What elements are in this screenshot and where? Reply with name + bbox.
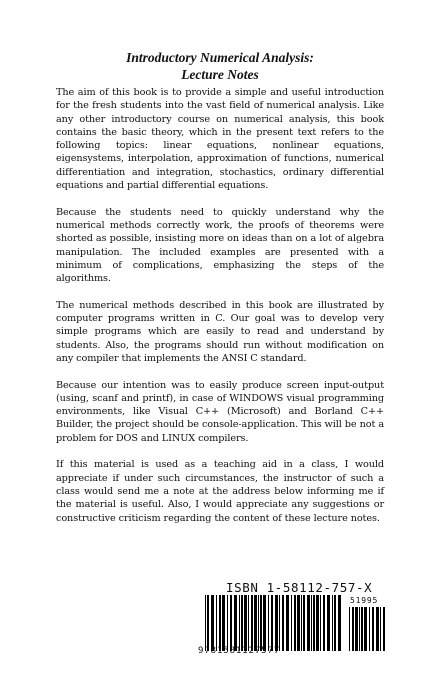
book-title [0, 49, 440, 83]
barcode-bar [260, 595, 262, 651]
paragraph-feedback: If this material is used as a teaching aid in a class, I would appreciate if under such circumstances, the instructor of such a class would send me a note at the address below informing me if the material is useful. Also, I would appreciate any suggestions or constructive criticism regarding the content of these lecture notes. [56, 459, 384, 524]
barcode-bar [294, 595, 296, 651]
barcode-bar [275, 595, 278, 651]
barcode-bar [248, 595, 249, 651]
barcode-bar [211, 595, 214, 651]
barcode-bar [258, 595, 259, 651]
barcode-bar [320, 595, 321, 651]
barcode-bar [327, 595, 330, 651]
price-code-label: 51995 [350, 596, 379, 605]
barcode-bar [234, 595, 237, 651]
barcode-bar [271, 595, 273, 651]
barcode-bar [244, 595, 247, 651]
barcode-bar [307, 595, 310, 651]
barcode-bar [352, 607, 354, 651]
barcode-bar [291, 595, 292, 651]
paragraph-proofs: Because the students need to quickly understand why the numerical methods correctly work, the proofs of theorems were shorted as possible, insisting more on ideas than on a lot of algebra manipulation. The included examples are presented with a minimum of complications, emphasizing the steps of the algorithms. [56, 206, 384, 285]
barcode-bar [376, 607, 379, 651]
ean13-bars [204, 595, 342, 651]
barcode-bar [282, 595, 284, 651]
barcode-bar [301, 595, 302, 651]
paragraph-console: Because our intention was to easily produce screen input-output (using, scanf and printf), in case of WINDOWS visual programming environments, like Visual C++ (Microsoft) and Borland C++ Builder, the project should be console-application. This will be not a problem for DOS and LINUX compilers. [56, 379, 384, 444]
barcode-bar [380, 607, 381, 651]
barcode-bar [263, 595, 266, 651]
blurb-text [56, 86, 384, 538]
barcode-bar [219, 595, 221, 651]
barcode-bar [332, 595, 333, 651]
barcode-bar [268, 595, 269, 651]
paragraph-programs: The numerical methods described in this book are illustrated by computer programs written in C. Our goal was to develop very simple programs which are easily to read and understand by students. Also, the programs should run without modification on any compiler that implements the ANSI C standard. [56, 299, 384, 364]
barcode-bar [222, 595, 225, 651]
barcode-bar [241, 595, 243, 651]
barcode-bar [313, 595, 315, 651]
barcode-bar [338, 595, 341, 651]
barcode-bar [216, 595, 217, 651]
barcode-bar [372, 607, 374, 651]
barcode-bar [369, 607, 370, 651]
barcode-bar [251, 595, 253, 651]
barcode-bar [383, 607, 385, 651]
barcode-bar [279, 595, 280, 651]
barcode-bar [303, 595, 305, 651]
isbn-label: ISBN 1-58112-757-X [226, 580, 373, 595]
book-title-line-1: Introductory Numerical Analysis: [126, 50, 314, 65]
barcode-bar [316, 595, 319, 651]
isbn-barcode [198, 580, 390, 657]
barcode-bar [239, 595, 240, 651]
barcode-bar [359, 607, 360, 651]
barcode-bar [334, 595, 336, 651]
paragraph-aim: The aim of this book is to provide a simple and useful introduction for the fresh students into the vast field of numerical analysis. Like any other introductory course on numerical analysis, this book contains the basic theory, which in the present text refers to the following topics: linear equations, nonlinear equations, eigensystems, interpolation, approximation of functions, numerical differentiation and integration, stochastics, ordinary differential equations and partial differential equations. [56, 87, 384, 192]
barcode-bar [207, 595, 209, 651]
barcode-bar [286, 595, 289, 651]
barcode-bar [230, 595, 232, 651]
barcode-bar [364, 607, 367, 651]
barcode-bar [205, 595, 206, 651]
addon-bars [348, 607, 388, 651]
barcode-bar [323, 595, 325, 651]
barcode-bar [361, 607, 363, 651]
barcode-bar [254, 595, 257, 651]
barcode-bar [311, 595, 312, 651]
barcode-bar [349, 607, 350, 651]
barcode-bar [227, 595, 228, 651]
barcode-bar [355, 607, 358, 651]
book-title-line-2: Lecture Notes [181, 67, 259, 82]
barcode-bar [297, 595, 300, 651]
ean-digits-label: 9781581127577 [198, 646, 281, 656]
